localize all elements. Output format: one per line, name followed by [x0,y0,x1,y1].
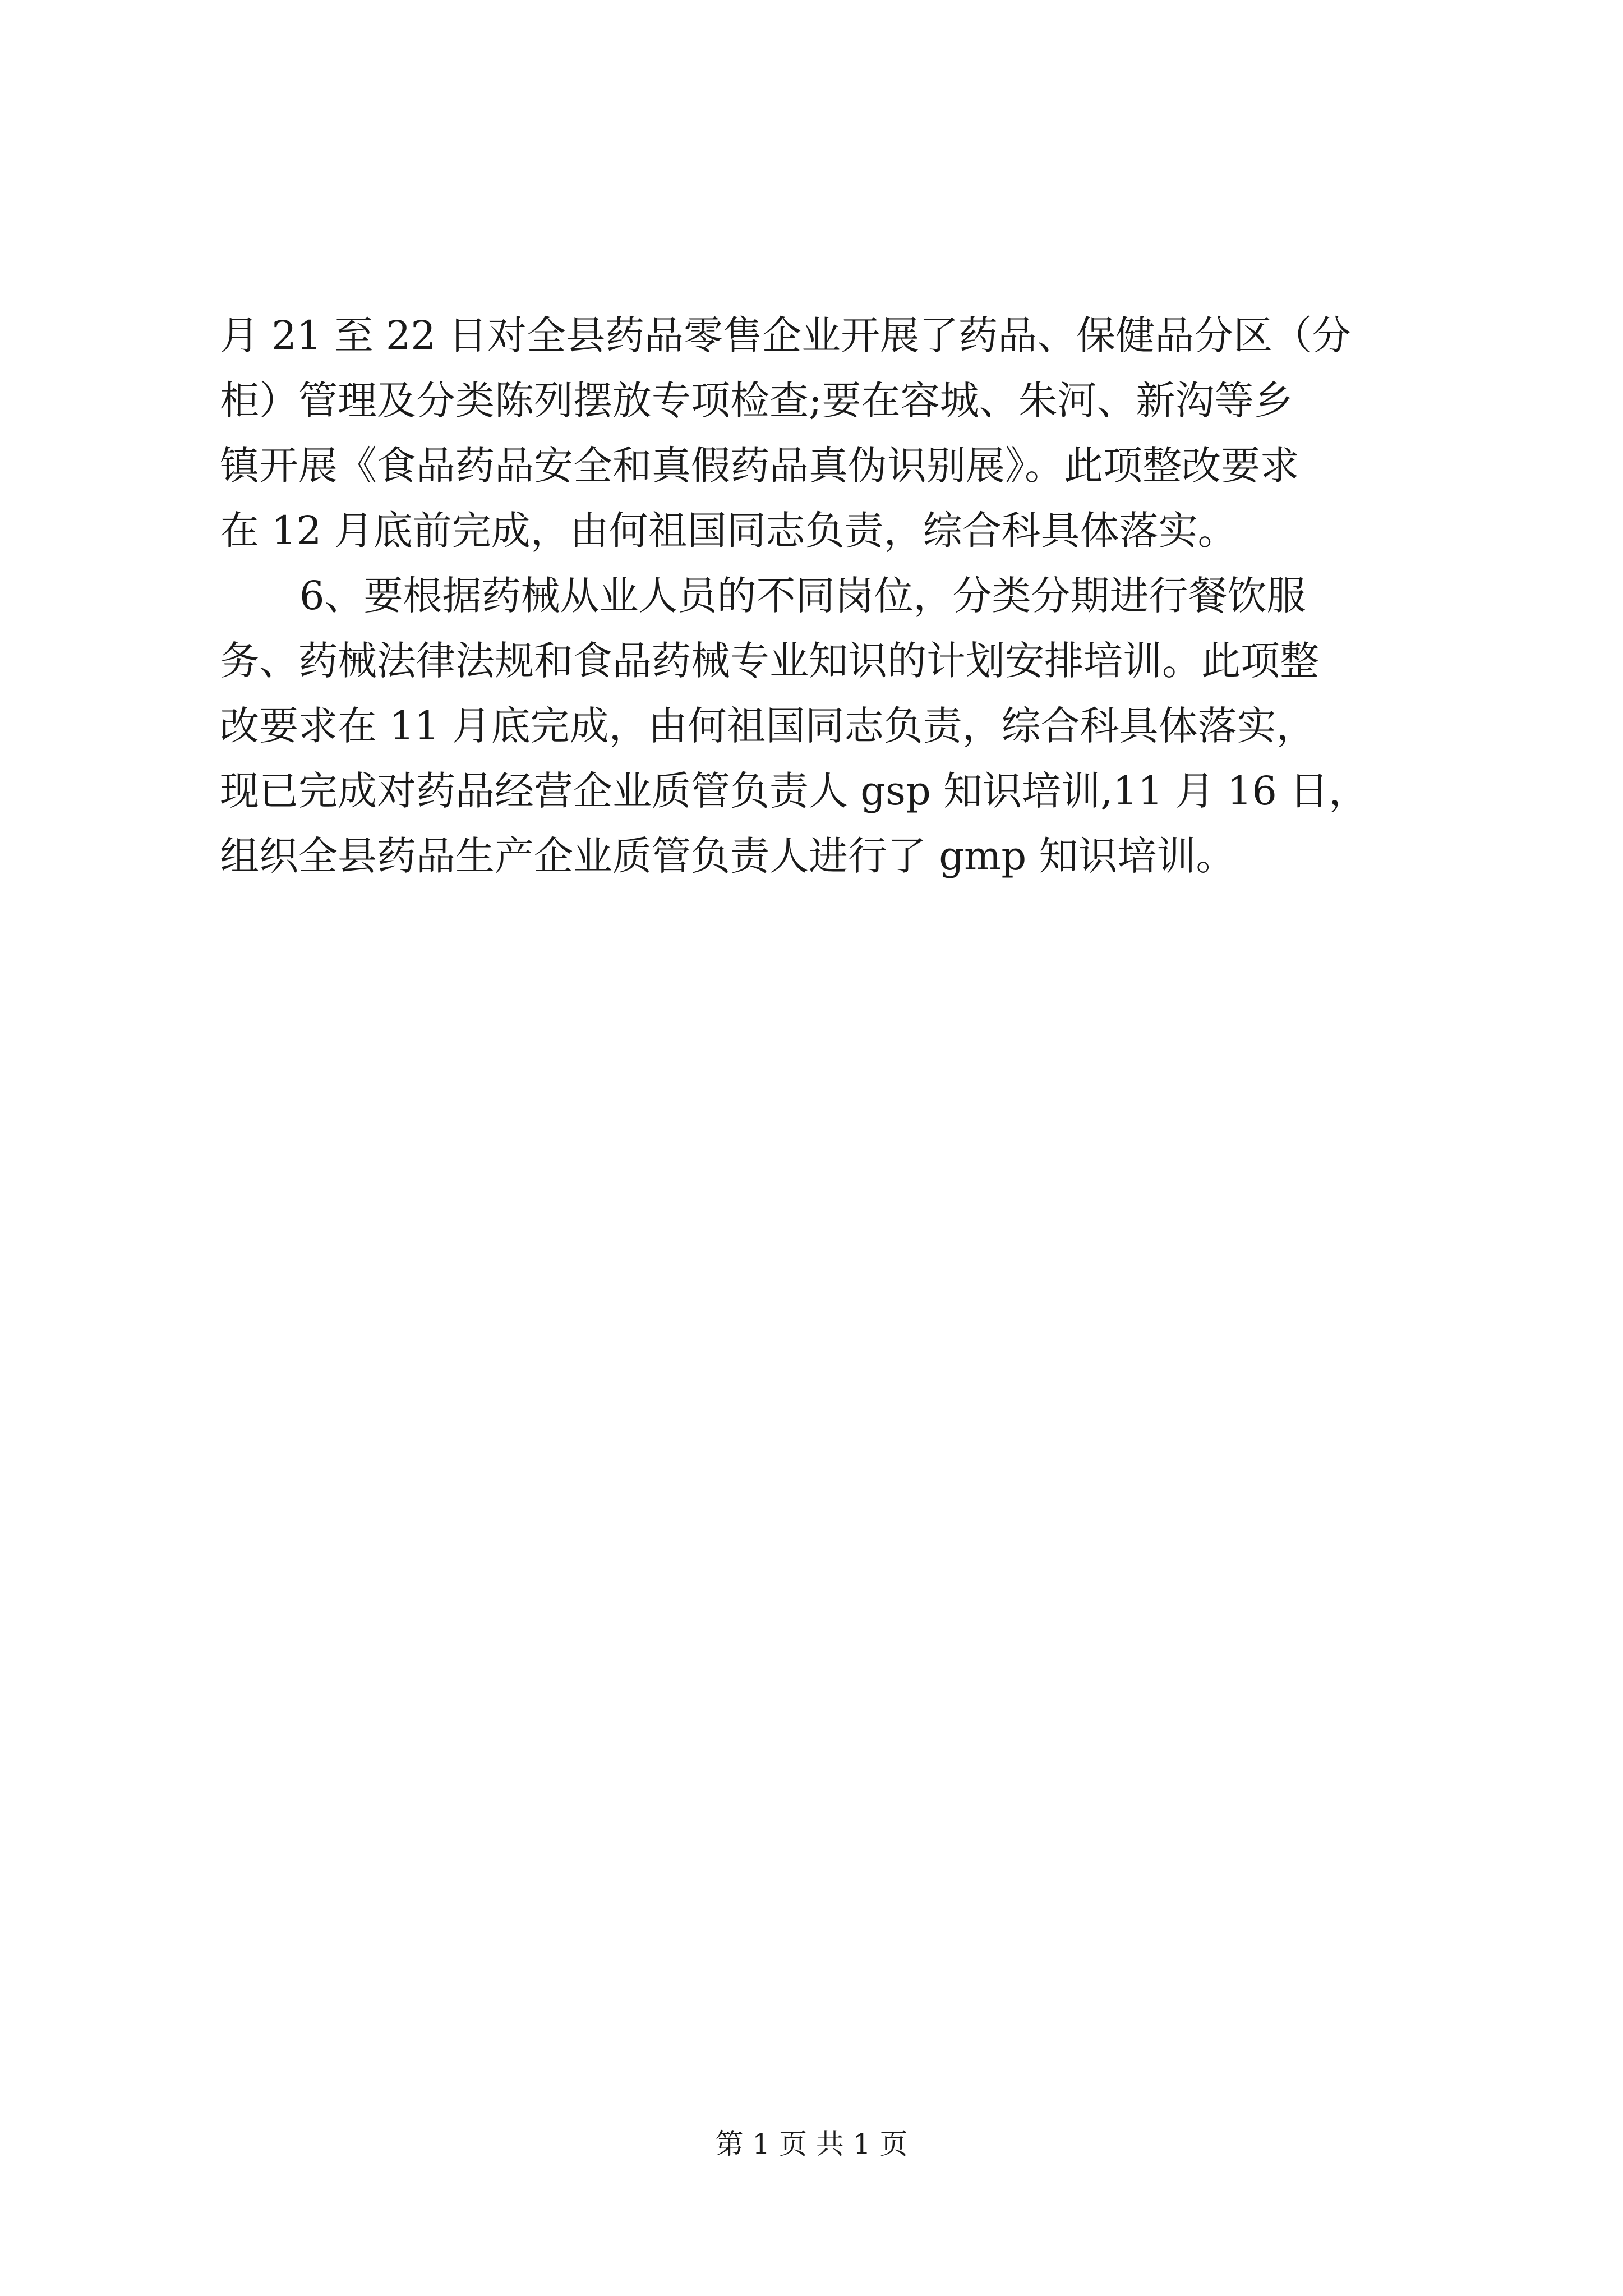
text-line: 现已完成对药品经营企业质管负责人 gsp 知识培训,11 月 16 日， [220,768,1368,814]
paragraph-2 [220,563,1409,889]
page-number-footer: 第 1 页 共 1 页 [715,2128,908,2160]
document-body [220,303,1409,889]
text-line: 务、药械法律法规和食品药械专业知识的计划安排培训。此项整 [220,638,1319,684]
text-line: 组织全县药品生产企业质管负责人进行了 gmp 知识培训。 [220,833,1235,879]
text-line: 改要求在 11 月底完成，由何祖国同志负责，综合科具体落实， [220,703,1316,749]
text-line: 在 12 月底前完成，由何祖国同志负责，综合科具体落实。 [220,508,1237,554]
text-line: 月 21 至 22 日对全县药品零售企业开展了药品、保健品分区（分 [220,312,1352,358]
text-line: 柜）管理及分类陈列摆放专项检查;要在容城、朱河、新沟等乡 [220,378,1293,424]
paragraph-1 [220,303,1409,563]
text-line: 6、要根据药械从业人员的不同岗位，分类分期进行餐饮服 [299,573,1306,619]
text-line: 镇开展《食品药品安全和真假药品真伪识别展》。此项整改要求 [220,443,1299,489]
